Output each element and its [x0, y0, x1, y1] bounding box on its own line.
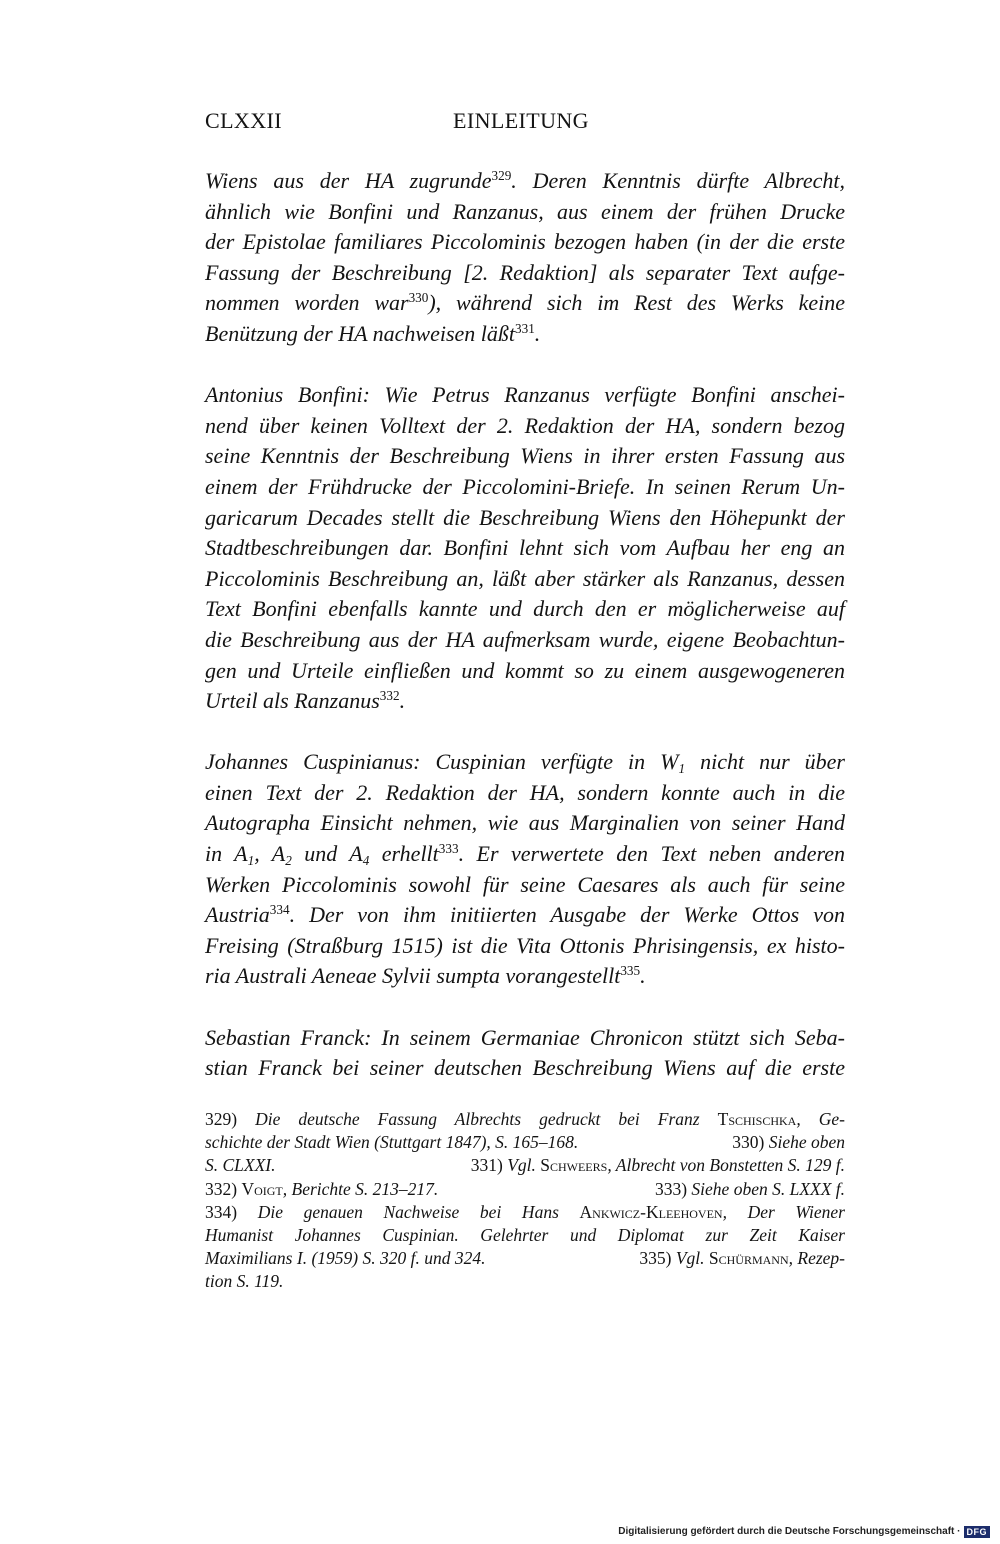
footnote-number: 330) — [732, 1132, 765, 1153]
footnote-text: Vgl. — [502, 1155, 541, 1176]
text-segment: , A — [254, 841, 286, 867]
footnote-reference: 335 — [620, 963, 641, 979]
footnote-reference: 331 — [515, 320, 535, 336]
text-line: Text Bonfini ebenfalls kannte und durch den er möglicherweise auf — [205, 596, 845, 622]
footnote-number: 331) — [470, 1155, 503, 1176]
text-line: stian Franck bei seiner deutschen Beschreibung Wiens auf die erste — [205, 1055, 845, 1081]
text-line — [205, 961, 845, 992]
text-line: einem der Frühdrucke der Piccolomini-Briefe. In seinen Rerum Un- — [205, 473, 845, 499]
text-segment: ria Australi Aeneae Sylvii sumpta vorangestellt — [205, 963, 621, 989]
text-line: seine Kenntnis der Beschreibung Wiens in ihrer ersten Fassung aus — [205, 443, 845, 469]
text-line — [205, 166, 845, 197]
footnote-reference: 329 — [491, 167, 512, 183]
footnote-number: 332) — [205, 1178, 242, 1199]
footnote-segment — [205, 1154, 276, 1177]
text-line: Werken Piccolominis sowohl für seine Caesares als auch für seine — [205, 871, 845, 897]
text-segment: Urteil als Ranzanus — [205, 688, 380, 714]
author-name: Voigt — [241, 1178, 283, 1199]
text-line: der Epistolae familiares Piccolominis bezogen haben (in der die erste — [205, 229, 845, 255]
footnote-text: Siehe oben — [764, 1132, 845, 1153]
body-text — [205, 166, 845, 1114]
footnote-text: , Der Wiener — [722, 1201, 845, 1222]
footnote-text: , Rezep- — [788, 1248, 845, 1269]
text-line — [205, 686, 845, 717]
footnote-segment — [732, 1131, 845, 1154]
footnote-reference: 330 — [408, 290, 429, 306]
text-segment: Austria — [205, 902, 270, 928]
footnote-line: tion S. 119. — [205, 1271, 284, 1292]
author-name: Tschischka — [717, 1109, 797, 1129]
footnote-segment — [205, 1178, 438, 1201]
footnote-line — [205, 1154, 845, 1177]
digitization-credit — [618, 1525, 990, 1538]
text-segment: . — [534, 320, 541, 346]
dfg-logo: DFG — [964, 1526, 991, 1538]
footnote-segment — [471, 1154, 845, 1177]
footnote-reference: 332 — [379, 687, 400, 703]
author-name: Ankwicz-Kleehoven — [579, 1201, 723, 1222]
footnote-line — [205, 1178, 845, 1201]
text-line: ähnlich wie Bonfini und Ranzanus, aus einem der frühen Drucke — [205, 198, 845, 224]
footnote-line — [205, 1108, 845, 1131]
text-line: Autographa Einsicht nehmen, wie aus Marginalien von seiner Hand — [205, 810, 845, 836]
footnote-number: 329) — [205, 1109, 238, 1129]
text-line: Stadtbeschreibungen dar. Bonfini lehnt sich vom Aufbau her eng an — [205, 535, 845, 561]
footnote-text: Vgl. — [671, 1248, 709, 1269]
text-line — [205, 747, 845, 778]
footnote-segment — [639, 1247, 845, 1270]
paragraph — [205, 747, 845, 992]
text-segment: erhellt — [369, 841, 439, 867]
footnote-text: , Berichte S. 213–217. — [282, 1178, 439, 1199]
footnote-text: Die deutsche Fassung Albrechts gedruckt bei Franz — [237, 1109, 718, 1129]
text-line — [205, 288, 845, 319]
footnote-line — [205, 1131, 845, 1154]
text-line: gen und Urteile einfließen und kommt so zu einem ausgewogeneren — [205, 657, 845, 683]
author-name: Schürmann — [708, 1248, 789, 1269]
footnote-number: 334) — [205, 1201, 238, 1222]
text-segment: ), während sich im Rest des Werks keine — [428, 290, 845, 316]
credit-text: Digitalisierung gefördert durch die Deutsche Forschungsgemeinschaft · — [618, 1526, 961, 1537]
footnote-segment — [205, 1247, 485, 1270]
footnote-segment — [655, 1178, 845, 1201]
running-title: EINLEITUNG — [453, 108, 589, 133]
footnote-text: , Albrecht von Bonstetten S. 129 f. — [607, 1155, 845, 1176]
paragraph — [205, 166, 845, 350]
footnote-line: Humanist Johannes Cuspinian. Gelehrter und Diplomat zur Zeit Kaiser — [205, 1225, 845, 1246]
text-line: Fassung der Beschreibung [2. Redaktion] als separater Text aufge- — [205, 259, 845, 285]
manuscript-subscript: 1 — [678, 761, 686, 777]
author-name: Schweers — [540, 1155, 608, 1176]
text-line — [205, 319, 845, 350]
text-line: Freising (Straßburg 1515) ist die Vita Ottonis Phrisingensis, ex histo- — [205, 932, 845, 958]
footnote-text: , Ge- — [796, 1109, 845, 1129]
text-segment: Johannes Cuspinianus: Cuspinian verfügte in W — [205, 749, 679, 775]
text-line — [205, 839, 845, 870]
footnotes — [205, 1108, 845, 1294]
footnote-text: Die genauen Nachweise bei Hans — [237, 1201, 580, 1222]
text-segment: in A — [205, 841, 248, 867]
footnote-line — [205, 1201, 845, 1224]
footnote-segment — [205, 1131, 578, 1154]
text-segment: Wiens aus der HA zugrunde — [205, 168, 492, 193]
text-segment: . — [399, 688, 406, 714]
text-line: garicarum Decades stellt die Beschreibung Wiens den Höhepunkt der — [205, 504, 845, 530]
manuscript-subscript: 4 — [362, 853, 370, 869]
text-segment: nommen worden war — [205, 290, 409, 316]
footnote-reference: 333 — [438, 840, 459, 856]
paragraph — [205, 1023, 845, 1084]
footnote-number: 333) — [654, 1178, 688, 1199]
footnote-text: schichte der Stadt Wien (Stuttgart 1847), S. 165–168. — [205, 1132, 579, 1153]
text-line: Sebastian Franck: In seinem Germaniae Chronicon stützt sich Seba- — [205, 1024, 845, 1050]
text-segment: . Deren Kenntnis dürfte Albrecht, — [511, 168, 845, 193]
text-line: die Beschreibung aus der HA aufmerksam wurde, eigene Beobachtun- — [205, 626, 845, 652]
footnote-text: Maximilians I. (1959) S. 320 f. und 324. — [205, 1248, 486, 1269]
footnote-line — [205, 1247, 845, 1270]
footnote-text: Siehe oben S. LXXX f. — [687, 1178, 845, 1199]
manuscript-subscript: 2 — [285, 853, 292, 869]
text-segment: und A — [291, 841, 363, 867]
page-number: CLXXII — [205, 108, 282, 133]
manuscript-subscript: 1 — [247, 853, 255, 869]
text-line: nend über keinen Volltext der 2. Redaktion der HA, sondern bezog — [205, 412, 845, 438]
paragraph — [205, 380, 845, 717]
footnote-number: 335) — [639, 1248, 672, 1269]
text-line — [205, 900, 845, 931]
text-segment: . — [640, 963, 646, 989]
text-segment: . Er verwertete den Text neben anderen — [458, 841, 846, 867]
text-line: Antonius Bonfini: Wie Petrus Ranzanus verfügte Bonfini anschei- — [205, 382, 845, 408]
text-line: einen Text der 2. Redaktion der HA, sondern konnte auch in die — [205, 779, 845, 805]
text-segment: nicht nur über — [685, 749, 845, 775]
footnote-text: S. CLXXI. — [205, 1155, 276, 1176]
text-segment: . Der von ihm initiierten Ausgabe der Werke Ottos von — [289, 902, 845, 928]
text-line: Piccolominis Beschreibung an, läßt aber stärker als Ranzanus, dessen — [205, 565, 845, 591]
footnote-reference: 334 — [269, 902, 290, 918]
text-segment: Benützung der HA nachweisen läßt — [205, 320, 515, 346]
